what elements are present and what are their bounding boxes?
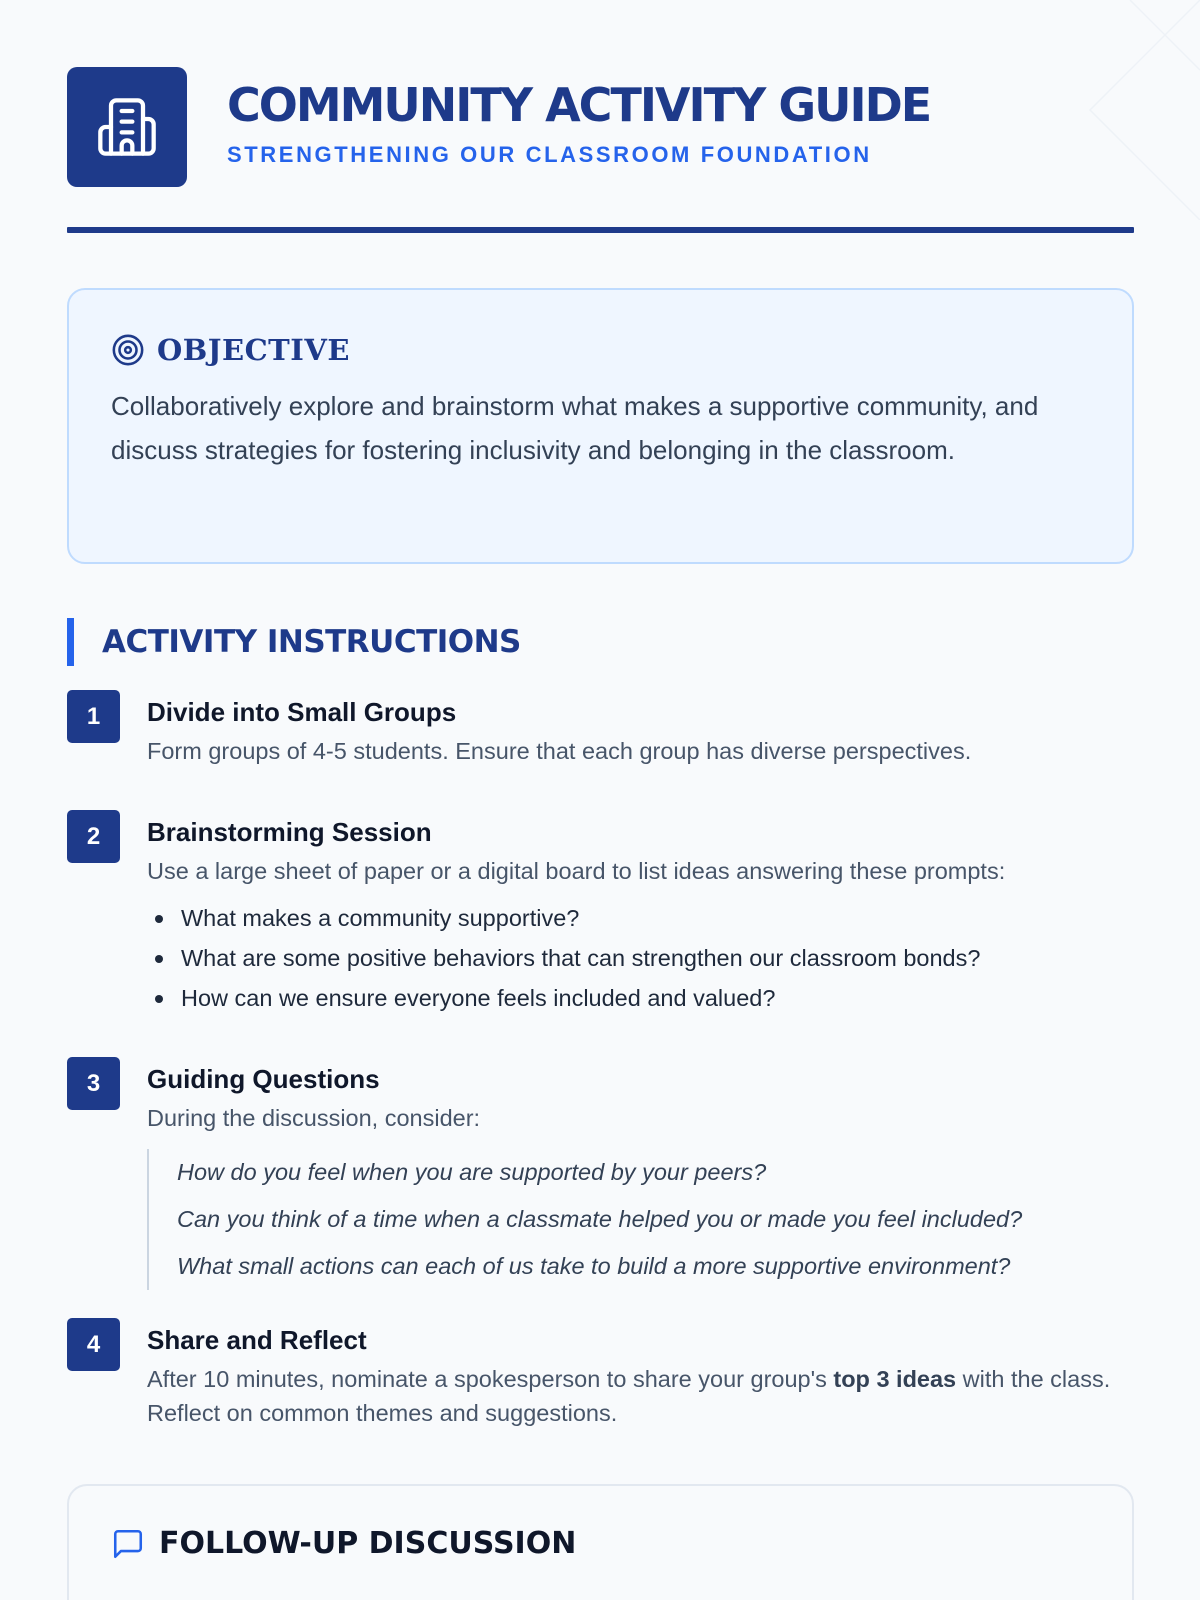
objective-text: Collaboratively explore and brainstorm what makes a supportive community, and discuss strategies for fostering inclusivity and belonging in the classroom.: [111, 391, 1039, 465]
objective-card: [67, 288, 1134, 564]
followup-heading: [111, 1526, 1090, 1561]
building-icon: [95, 95, 159, 159]
objective-title: OBJECTIVE: [157, 333, 350, 367]
list-item: What are some positive behaviors that can strengthen our classroom bonds?: [147, 938, 1127, 978]
followup-card: [67, 1484, 1134, 1600]
step-number-badge: 3: [67, 1057, 120, 1110]
target-icon: [111, 333, 145, 367]
list-item: How can we ensure everyone feels included and valued?: [147, 978, 1127, 1018]
followup-title: FOLLOW-UP DISCUSSION: [159, 1526, 577, 1561]
question-item: What small actions can each of us take to build a more supportive environment?: [177, 1253, 1011, 1279]
step-number-badge: 4: [67, 1318, 120, 1371]
step-number-badge: 1: [67, 690, 120, 743]
step-description: During the discussion, consider:: [147, 1105, 481, 1131]
highlight-text: top 3 ideas: [833, 1366, 957, 1392]
page-subtitle: STRENGTHENING OUR CLASSROOM FOUNDATION: [227, 142, 872, 167]
question-item: How do you feel when you are supported by your peers?: [177, 1159, 767, 1185]
instructions-title: ACTIVITY INSTRUCTIONS: [102, 624, 521, 660]
chat-bubble-icon: [111, 1527, 145, 1561]
prompt-list: [147, 898, 1127, 1018]
page-title: COMMUNITY ACTIVITY GUIDE: [227, 78, 931, 132]
header-divider: [67, 227, 1134, 233]
guiding-questions: [147, 1149, 1127, 1290]
step-number-badge: 2: [67, 810, 120, 863]
activity-guide-page: [67, 0, 1134, 1561]
logo-badge: [67, 67, 187, 187]
step-title: Share and Reflect: [147, 1325, 367, 1355]
page-header: [67, 0, 1134, 234]
list-item: What makes a community supportive?: [147, 898, 1127, 938]
step-title: Brainstorming Session: [147, 817, 432, 847]
step-title: Guiding Questions: [147, 1064, 380, 1094]
step-title: Divide into Small Groups: [147, 697, 457, 727]
description-text: with the class. Reflect on common themes and suggestions.: [147, 1366, 1111, 1426]
instructions-heading: [67, 618, 1134, 666]
objective-heading: [111, 330, 1090, 370]
description-text: After 10 minutes, nominate a spokesperson to share your group's: [147, 1366, 834, 1392]
step-description: Use a large sheet of paper or a digital board to list ideas answering these prompts:: [147, 858, 1006, 884]
step-description: [147, 1362, 1127, 1430]
question-item: Can you think of a time when a classmate helped you or made you feel included?: [177, 1206, 1023, 1232]
step-description: Form groups of 4-5 students. Ensure that each group has diverse perspectives.: [147, 738, 972, 764]
